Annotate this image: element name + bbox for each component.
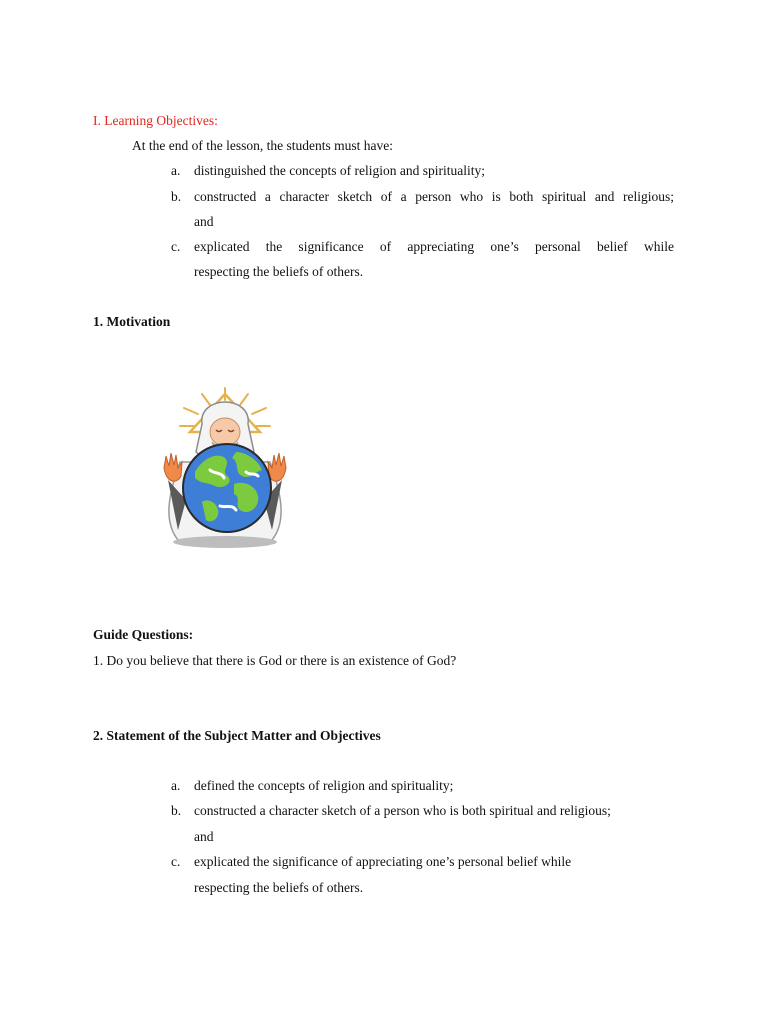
subject-marker-c: c. <box>171 854 181 869</box>
objective-a-text: distinguished the concepts of religion and spirituality; <box>194 163 485 178</box>
learning-objectives-heading: I. Learning Objectives: <box>93 113 218 128</box>
subject-marker-b: b. <box>171 803 182 818</box>
objectives-intro: At the end of the lesson, the students must have: <box>132 138 393 153</box>
subject-b-continuation: and <box>194 829 214 844</box>
objective-marker-b: b. <box>171 189 182 204</box>
subject-c-text: explicated the significance of appreciating one’s personal belief while <box>194 854 572 869</box>
guide-question-1: 1. Do you believe that there is God or there is an existence of God? <box>93 653 457 668</box>
objective-c-continuation: respecting the beliefs of others. <box>194 264 364 279</box>
objective-marker-c: c. <box>171 239 181 254</box>
subject-b-text: constructed a character sketch of a person who is both spiritual and religious; <box>194 803 611 818</box>
motivation-heading: 1. Motivation <box>93 314 171 329</box>
objective-c-text: explicated the significance of appreciating one’s personal belief while <box>194 239 674 254</box>
guide-questions-heading: Guide Questions: <box>93 627 194 642</box>
subject-matter-heading: 2. Statement of the Subject Matter and Objectives <box>93 728 381 743</box>
subject-c-continuation: respecting the beliefs of others. <box>194 880 364 895</box>
subject-marker-a: a. <box>171 778 181 793</box>
god-holding-globe-illustration <box>150 380 300 548</box>
objective-b-text: constructed a character sketch of a person who is both spiritual and religious; <box>194 189 674 204</box>
objective-b-continuation: and <box>194 214 214 229</box>
subject-a-text: defined the concepts of religion and spirituality; <box>194 778 454 793</box>
objective-marker-a: a. <box>171 163 181 178</box>
